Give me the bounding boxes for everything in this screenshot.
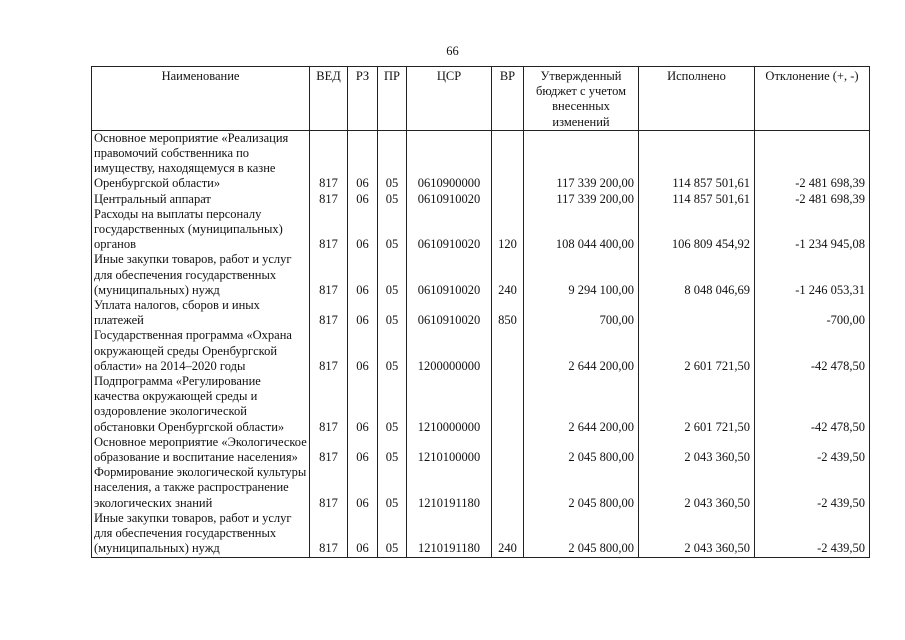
cell-csr: 0610910020: [407, 298, 492, 328]
cell-executed: 106 809 454,92: [639, 207, 755, 253]
cell-rz: 06: [348, 465, 378, 511]
budget-table: [91, 66, 870, 558]
cell-csr: 1210191180: [407, 465, 492, 511]
cell-executed: 2 043 360,50: [639, 465, 755, 511]
cell-pr: 05: [378, 252, 407, 298]
cell-executed: 114 857 501,61: [639, 192, 755, 207]
cell-pr: 05: [378, 192, 407, 207]
cell-vr: 850: [492, 298, 524, 328]
cell-csr: 0610910020: [407, 252, 492, 298]
cell-ved: 817: [310, 207, 348, 253]
cell-ved: 817: [310, 252, 348, 298]
cell-rz: 06: [348, 298, 378, 328]
header-pr: ПР: [378, 67, 407, 131]
cell-ved: 817: [310, 298, 348, 328]
header-vr: ВР: [492, 67, 524, 131]
cell-vr: [492, 328, 524, 374]
cell-csr: 1210100000: [407, 435, 492, 465]
table-row: [92, 298, 870, 328]
header-deviation: Отклонение (+, -): [755, 67, 870, 131]
header-name: Наименование: [92, 67, 310, 131]
header-rz: РЗ: [348, 67, 378, 131]
cell-csr: 0610910020: [407, 207, 492, 253]
cell-executed: 2 601 721,50: [639, 328, 755, 374]
cell-pr: 05: [378, 465, 407, 511]
cell-approved: 117 339 200,00: [524, 130, 639, 191]
cell-executed: [639, 298, 755, 328]
cell-deviation: -2 439,50: [755, 465, 870, 511]
table-header-row: [92, 67, 870, 131]
table-row: [92, 511, 870, 557]
cell-ved: 817: [310, 192, 348, 207]
cell-deviation: -1 246 053,31: [755, 252, 870, 298]
cell-ved: 817: [310, 511, 348, 557]
cell-deviation: -2 439,50: [755, 435, 870, 465]
table-row: [92, 130, 870, 191]
cell-rz: 06: [348, 130, 378, 191]
cell-csr: 0610910020: [407, 192, 492, 207]
cell-rz: 06: [348, 374, 378, 435]
cell-csr: 1200000000: [407, 328, 492, 374]
cell-vr: 240: [492, 511, 524, 557]
cell-vr: [492, 374, 524, 435]
cell-rz: 06: [348, 328, 378, 374]
cell-rz: 06: [348, 207, 378, 253]
cell-rz: 06: [348, 252, 378, 298]
cell-name: Основное мероприятие «Экологическое образование и воспитание населения»: [92, 435, 310, 465]
cell-vr: 240: [492, 252, 524, 298]
cell-executed: 8 048 046,69: [639, 252, 755, 298]
cell-name: Формирование экологической культуры населения, а также распространение экологических знаний: [92, 465, 310, 511]
cell-approved: 9 294 100,00: [524, 252, 639, 298]
cell-pr: 05: [378, 207, 407, 253]
cell-rz: 06: [348, 435, 378, 465]
cell-approved: 2 045 800,00: [524, 465, 639, 511]
cell-rz: 06: [348, 511, 378, 557]
table-row: [92, 435, 870, 465]
cell-pr: 05: [378, 374, 407, 435]
table-row: [92, 465, 870, 511]
cell-name: Подпрограмма «Регулирование качества окружающей среды и оздоровление экологической обстановки Оренбургской области»: [92, 374, 310, 435]
cell-vr: [492, 435, 524, 465]
cell-name: Иные закупки товаров, работ и услуг для обеспечения государственных (муниципальных) нужд: [92, 511, 310, 557]
table-row: [92, 328, 870, 374]
cell-deviation: -42 478,50: [755, 374, 870, 435]
page-number: 66: [446, 44, 459, 58]
cell-executed: 2 043 360,50: [639, 511, 755, 557]
cell-approved: 700,00: [524, 298, 639, 328]
cell-ved: 817: [310, 328, 348, 374]
cell-pr: 05: [378, 511, 407, 557]
cell-rz: 06: [348, 192, 378, 207]
cell-name: Основное мероприятие «Реализация правомочий собственника по имуществу, находящемуся в казне Оренбургской области»: [92, 130, 310, 191]
cell-deviation: -700,00: [755, 298, 870, 328]
cell-executed: 114 857 501,61: [639, 130, 755, 191]
table-row: [92, 192, 870, 207]
cell-vr: 120: [492, 207, 524, 253]
cell-vr: [492, 465, 524, 511]
cell-csr: 1210191180: [407, 511, 492, 557]
header-csr: ЦСР: [407, 67, 492, 131]
header-approved: Утвержденный бюджет с учетом внесенных изменений: [524, 67, 639, 131]
cell-pr: 05: [378, 435, 407, 465]
header-executed: Исполнено: [639, 67, 755, 131]
cell-deviation: -42 478,50: [755, 328, 870, 374]
cell-ved: 817: [310, 465, 348, 511]
cell-approved: 2 644 200,00: [524, 328, 639, 374]
cell-approved: 117 339 200,00: [524, 192, 639, 207]
cell-name: Расходы на выплаты персоналу государственных (муниципальных) органов: [92, 207, 310, 253]
cell-name: Уплата налогов, сборов и иных платежей: [92, 298, 310, 328]
cell-approved: 108 044 400,00: [524, 207, 639, 253]
cell-name: Центральный аппарат: [92, 192, 310, 207]
table-row: [92, 252, 870, 298]
cell-ved: 817: [310, 374, 348, 435]
cell-csr: 1210000000: [407, 374, 492, 435]
cell-name: Государственная программа «Охрана окружающей среды Оренбургской области» на 2014–2020 годы: [92, 328, 310, 374]
cell-csr: 0610900000: [407, 130, 492, 191]
cell-ved: 817: [310, 435, 348, 465]
cell-approved: 2 045 800,00: [524, 511, 639, 557]
cell-pr: 05: [378, 328, 407, 374]
cell-pr: 05: [378, 298, 407, 328]
cell-deviation: -2 481 698,39: [755, 192, 870, 207]
cell-deviation: -2 481 698,39: [755, 130, 870, 191]
cell-vr: [492, 130, 524, 191]
cell-name: Иные закупки товаров, работ и услуг для обеспечения государственных (муниципальных) нужд: [92, 252, 310, 298]
cell-ved: 817: [310, 130, 348, 191]
table-row: [92, 374, 870, 435]
cell-executed: 2 043 360,50: [639, 435, 755, 465]
header-ved: ВЕД: [310, 67, 348, 131]
cell-approved: 2 644 200,00: [524, 374, 639, 435]
cell-deviation: -2 439,50: [755, 511, 870, 557]
table-row: [92, 207, 870, 253]
cell-vr: [492, 192, 524, 207]
cell-approved: 2 045 800,00: [524, 435, 639, 465]
cell-deviation: -1 234 945,08: [755, 207, 870, 253]
cell-pr: 05: [378, 130, 407, 191]
cell-executed: 2 601 721,50: [639, 374, 755, 435]
